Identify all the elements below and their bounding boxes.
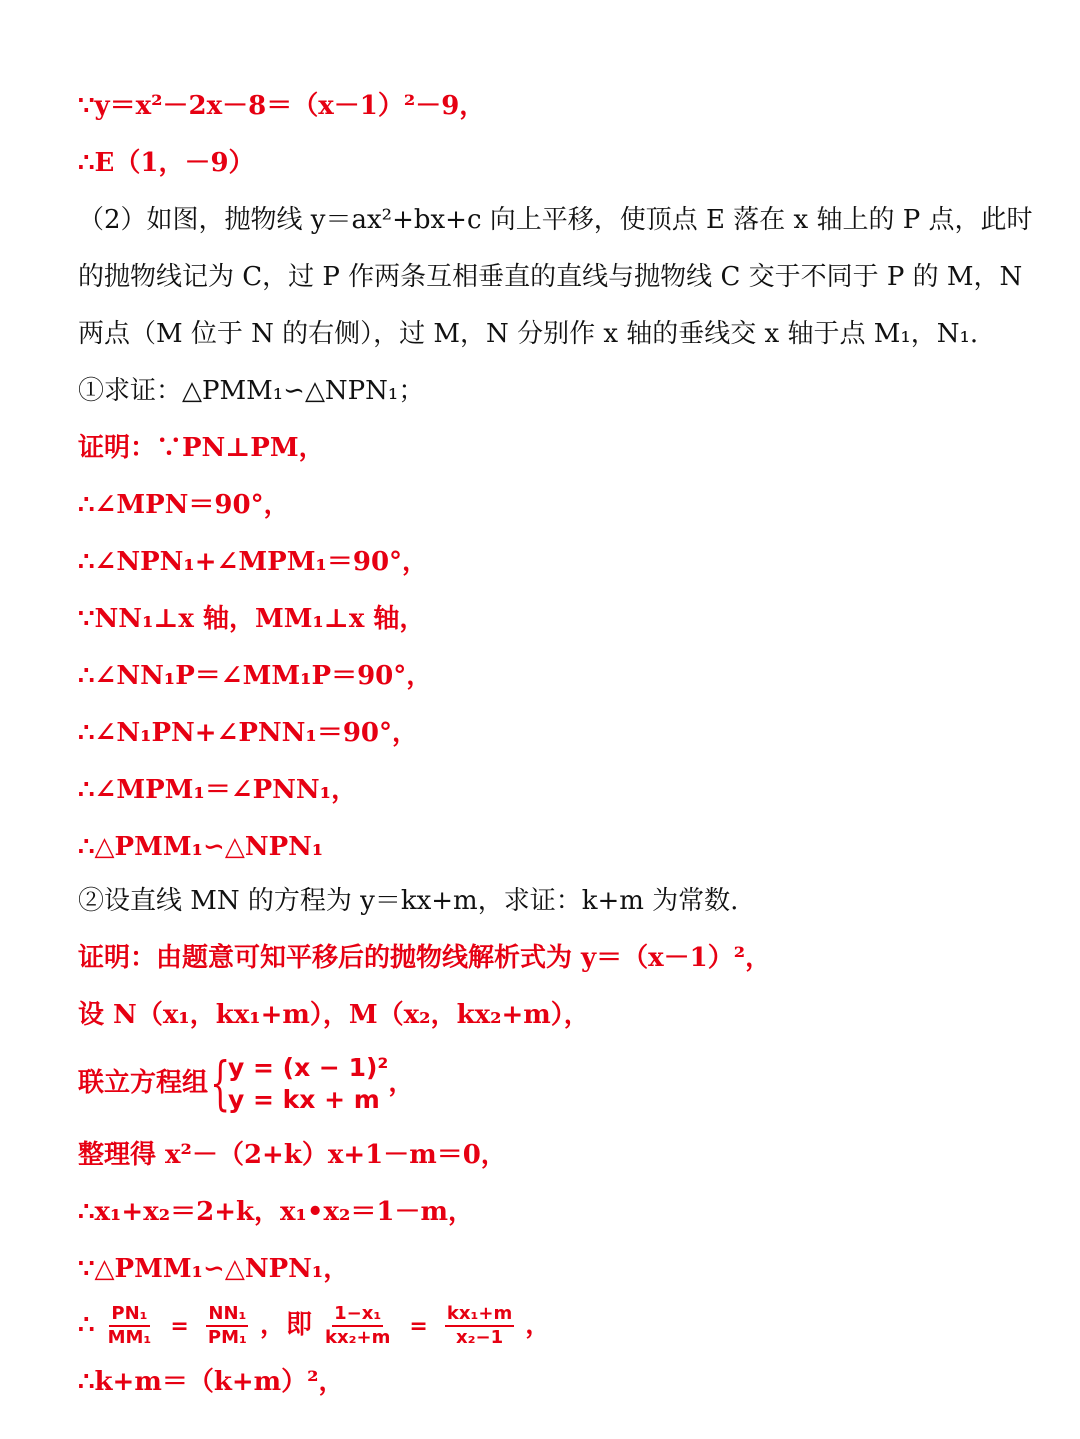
proof2-step4: 整理得 x²－（2+k）x+1－m＝0， xyxy=(78,1140,507,1170)
proof1-step3: ∴∠NPN₁+∠MPM₁＝90°， xyxy=(78,547,429,577)
proof2-step1: 证明：由题意可知平移后的抛物线解析式为 y＝（x－1）²， xyxy=(78,943,772,973)
system-label: 联立方程组 xyxy=(78,1068,209,1098)
answer-line-vertex-form: ∵y＝x²－2x－8＝（x－1）²－9， xyxy=(78,91,486,121)
proof1-conclusion: ∴△PMM₁∽△NPN₁ xyxy=(78,832,324,862)
question-part2-line1: （2）如图，抛物线 y＝ax²+bx+c 向上平移，使顶点 E 落在 x 轴上的 P 点，此时 xyxy=(78,205,1033,235)
fraction-1-x1: $\frac{\text{1−x₁}}{\text{kx₂+m}}$ xyxy=(325,1303,391,1348)
proof2-step6: ∵△PMM₁∽△NPN₁， xyxy=(78,1254,350,1284)
fraction-kx1-m: $\frac{\text{kx₁+m}}{\text{x₂−1}}$ xyxy=(446,1303,513,1348)
system-end: ， xyxy=(388,1068,415,1098)
proof2-step5: ∴x₁+x₂＝2+k，x₁•x₂＝1－m， xyxy=(78,1197,474,1227)
proof1-step2: ∴∠MPN＝90°， xyxy=(78,490,290,520)
proof1-step1: 证明：∵PN⊥PM， xyxy=(78,433,325,463)
question-part2-line2: 的抛物线记为 C，过 P 作两条互相垂直的直线与抛物线 C 交于不同于 P 的 M，N xyxy=(78,262,1023,292)
answer-line-vertex: ∴E（1，－9） xyxy=(78,148,255,178)
proof1-step6: ∴∠N₁PN+∠PNN₁＝90°， xyxy=(78,718,419,748)
proof2-step8: ∴k+m＝（k+m）²， xyxy=(78,1367,345,1397)
question-subpart2: ②设直线 MN 的方程为 y＝kx+m，求证：k+m 为常数. xyxy=(78,886,739,916)
proof1-step4: ∵NN₁⊥x 轴，MM₁⊥x 轴， xyxy=(78,604,426,634)
proof1-step5: ∴∠NN₁P＝∠MM₁P＝90°， xyxy=(78,661,433,691)
brace-icon: { xyxy=(210,1049,231,1117)
fraction-nn1-pm1: $\frac{\text{NN₁}}{\text{PM₁}}$ xyxy=(207,1303,247,1348)
equals-sign: = xyxy=(170,1314,189,1339)
proof2-step2: 设 N（x₁，kx₁+m），M（x₂，kx₂+m）， xyxy=(78,1000,590,1030)
equals-sign-2: = xyxy=(409,1314,428,1339)
proof1-step7: ∴∠MPM₁＝∠PNN₁， xyxy=(78,775,358,805)
system-row-1: y = (x − 1)² xyxy=(228,1053,389,1082)
equation-system xyxy=(210,1049,389,1117)
proof2-system-line xyxy=(78,1049,415,1117)
ratio-end: ， xyxy=(525,1310,552,1340)
system-row-2: y = kx + m xyxy=(228,1085,380,1114)
therefore-symbol: ∴ xyxy=(78,1310,95,1340)
namely-text: ，即 xyxy=(259,1310,312,1340)
proof2-ratio-line xyxy=(78,1302,551,1350)
question-subpart1: ①求证：△PMM₁∽△NPN₁； xyxy=(78,376,425,406)
fraction-pn1-mm1: $\frac{\text{PN₁}}{\text{MM₁}}$ xyxy=(107,1303,152,1348)
question-part2-line3: 两点（M 位于 N 的右侧），过 M，N 分别作 x 轴的垂线交 x 轴于点 M₁，N₁. xyxy=(78,319,979,349)
